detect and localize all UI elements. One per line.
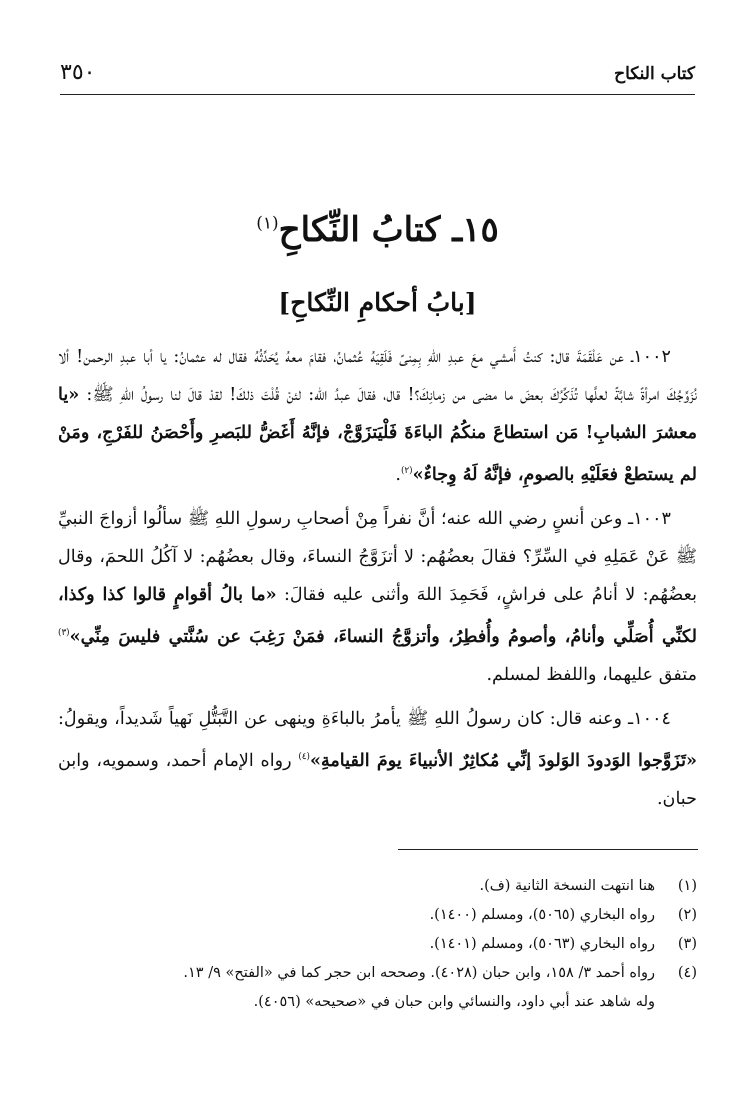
footnote-ref: (٣)	[58, 627, 70, 638]
section-heading: [بابُ أحكامِ النِّكاحِ]	[278, 288, 477, 317]
footnote-divider	[398, 849, 698, 850]
footnote-text: رواه البخاري (٥٠٦٣)، ومسلم (١٤٠١).	[429, 936, 655, 952]
footnote-number: (٣)	[677, 936, 697, 952]
hadith-quote: «يا معشرَ الشبابِ! مَن استطاعَ منكُمُ الباءَةَ فَلْيَتزَوَّجْ، فإنَّهُ أَغَضُّ للبَصرِ وأَحْصَنُ للفَرْجِ، ومَنْ لم يستطعْ فعَلَيْهِ بالصومِ، فإنَّهُ لَهُ وِجاءٌ»	[58, 384, 697, 485]
chapter-title: ١٥ـ كتابُ النِّكاحِ	[278, 210, 499, 250]
running-title: كتاب النكاح	[614, 64, 695, 84]
hadith-quote: «تَزَوَّجوا الوَدودَ الوَلودَ إنِّي مُكاثِرٌ الأنبياءَ يومَ القيامةِ»	[309, 749, 697, 771]
hadith-1002: ١٠٠٢ـ عن عَلْقَمَةَ قال: كنتُ أَمشي معَ عبدِ اللهِ بِمِنىً فَلَقِيَهُ عُثمانُ، فقامَ معهُ يُحَدِّثُهُ فقال له عثمانُ: يا أبا عبدِ الرحمن! ألا نُزَوِّجُكَ امرأةً شابَّةً لعلَّها تُذَكِّرُكَ بعضَ ما مضى من زمانِكَ؟! قال، فقالَ عبدُ الله: لئنْ قُلْتَ ذلكَ! لقدْ قالَ لنا رسولُ اللهِ ﷺ: «يا معشرَ الشبابِ! مَن استطاعَ منكُمُ الباءَةَ فَلْيَتزَوَّجْ، فإنَّهُ أَغَضُّ للبَصرِ وأَحْصَنُ للفَرْجِ، ومَنْ لم يستطعْ فعَلَيْهِ بالصومِ، فإنَّهُ لَهُ وِجاءٌ»$^{(٢)}$.	[58, 347, 697, 485]
footnote-number: (٤)	[677, 965, 697, 981]
footnote	[60, 872, 697, 901]
footnote-continuation: وله شاهد عند أبي داود، والنسائي وابن حبان في «صحيحه» (٤٠٥٦).	[253, 994, 655, 1010]
footnote-ref: (٢)	[400, 466, 413, 476]
footnote	[60, 901, 697, 930]
footnote-text: هنا انتهت النسخة الثانية (ف).	[479, 878, 655, 894]
footnote	[60, 959, 697, 988]
footnote-number: (٢)	[677, 907, 697, 923]
footnote-number: (١)	[677, 878, 697, 894]
header-divider	[60, 94, 695, 95]
hadith-quote: «ما بالُ أقوامٍ قالوا كذا وكذا، لكنِّي أُصَلِّي وأنامُ، وأصومُ وأُفطِرُ، وأتزوَّجُ النساءَ، فمَنْ رَغِبَ عن سُنَّتي فليسَ مِنِّي»	[58, 583, 697, 647]
chapter-heading	[60, 210, 695, 250]
footnote	[60, 930, 697, 959]
chapter-footnote-ref: (١)	[256, 213, 279, 234]
footnote-ref: (٤)	[298, 751, 310, 762]
page-number: ٣٥٠	[60, 60, 96, 85]
page-header	[60, 58, 695, 88]
footnotes	[60, 872, 697, 1017]
footnote-text: رواه أحمد ٣/ ١٥٨، وابن حبان (٤٠٢٨). وصححه ابن حجر كما في «الفتح» ٩/ ١٣.	[183, 965, 655, 981]
hadith-1004: ١٠٠٤ـ وعنه قال: كان رسولُ اللهِ ﷺ يأمرُ بالباءَةِ وينهى عن التَّبَتُّلِ نَهياً شَديداً، ويقولُ: «تَزَوَّجوا الوَدودَ الوَلودَ إنِّي مُكاثِرٌ الأنبياءَ يومَ القيامةِ»$^{(٤)}$ رواه الإمام أحمد، وسمويه، وابن حبان.	[58, 708, 697, 809]
footnote-text: رواه البخاري (٥٠٦٥)، ومسلم (١٤٠٠).	[429, 907, 655, 923]
hadith-1003: ١٠٠٣ـ وعن أنسٍ رضي الله عنه؛ أنَّ نفراً مِنْ أصحابِ رسولِ اللهِ ﷺ سألُوا أزواجَ النبيِّ ﷺ عَنْ عَمَلِهِ في السِّرِّ؟ فقالَ بعضُهُم: لا أتزَوَّجُ النساءَ، وقال بعضُهُم: لا آكُلُ اللحمَ، وقال بعضُهُم: لا أنامُ على فراشٍ، فَحَمِدَ اللهَ وأثنى عليه فقالَ: «ما بالُ أقوامٍ قالوا كذا وكذا، لكنِّي أُصَلِّي وأنامُ، وأصومُ وأُفطِرُ، وأتزوَّجُ النساءَ، فمَنْ رَغِبَ عن سُنَّتي فليسَ مِنِّي»$^{(٣)}$ متفق عليهما، واللفظ لمسلم.	[58, 508, 697, 685]
hadith-text	[58, 338, 697, 824]
